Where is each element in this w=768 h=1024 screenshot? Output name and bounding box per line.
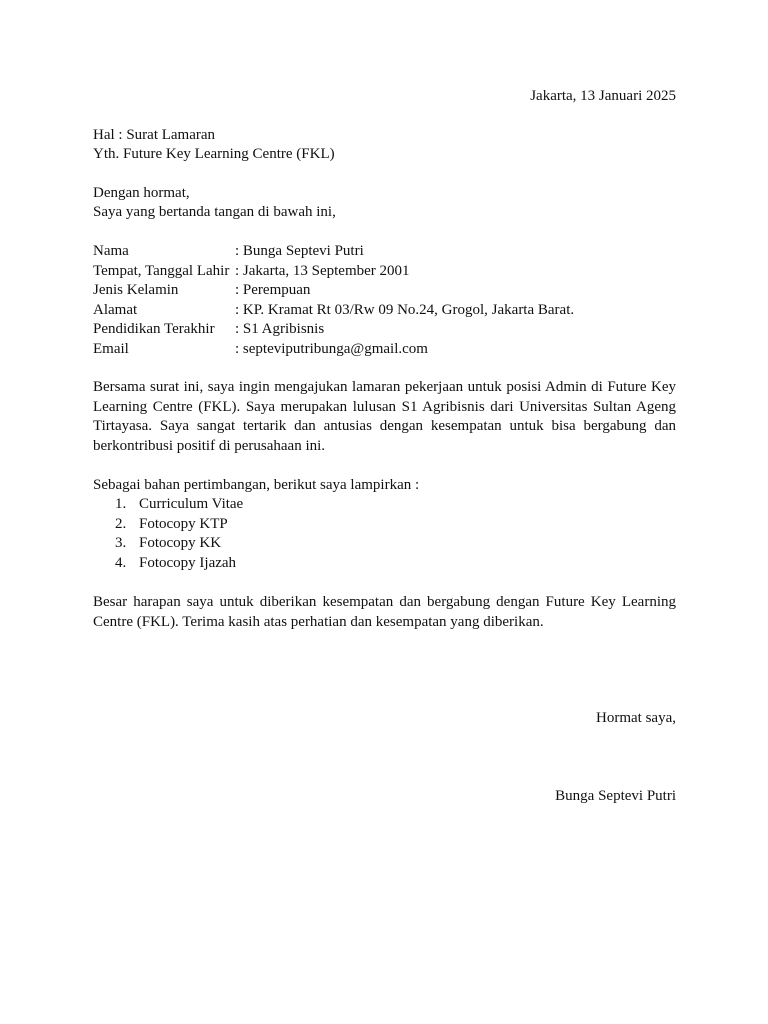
field-value-jenis-kelamin: : Perempuan bbox=[235, 282, 311, 298]
field-label-jenis-kelamin: Jenis Kelamin bbox=[93, 282, 179, 298]
list-item: Fotocopy KTP bbox=[139, 516, 228, 532]
field-value-email: : septeviputribunga@gmail.com bbox=[235, 341, 428, 357]
attachments-intro: Sebagai bahan pertimbangan, berikut saya lampirkan : bbox=[93, 477, 420, 493]
list-item-number: 4. bbox=[115, 555, 127, 571]
list-item-number: 2. bbox=[115, 516, 127, 532]
recipient-line: Yth. Future Key Learning Centre (FKL) bbox=[93, 146, 335, 162]
sign-off: Hormat saya, bbox=[596, 710, 676, 726]
field-label-nama: Nama bbox=[93, 243, 129, 259]
intro-line: Saya yang bertanda tangan di bawah ini, bbox=[93, 204, 336, 220]
field-label-pendidikan: Pendidikan Terakhir bbox=[93, 321, 215, 337]
closing-paragraph: Besar harapan saya untuk diberikan kesempatan dan bergabung dengan Future Key Learning Centre (FKL). Terima kasih atas perhatian dan kesempatan yang diberikan. bbox=[93, 594, 676, 630]
letter-page bbox=[93, 0, 676, 1024]
field-label-email: Email bbox=[93, 341, 129, 357]
place-date: Jakarta, 13 Januari 2025 bbox=[530, 88, 676, 104]
greeting: Dengan hormat, bbox=[93, 185, 190, 201]
list-item-number: 3. bbox=[115, 535, 127, 551]
field-value-ttl: : Jakarta, 13 September 2001 bbox=[235, 263, 410, 279]
field-value-pendidikan: : S1 Agribisnis bbox=[235, 321, 325, 337]
body-paragraph: Bersama surat ini, saya ingin mengajukan lamaran pekerjaan untuk posisi Admin di Future Key Learning Centre (FKL). Saya merupakan lulusan S1 Agribisnis dari Universitas Sultan Ageng Tirtayasa. Saya sangat tertarik dan antusias dengan kesempatan untuk bisa bergabung dan berkontribusi positif di perusahaan ini. bbox=[93, 379, 676, 454]
field-label-alamat: Alamat bbox=[93, 302, 138, 318]
signer-name: Bunga Septevi Putri bbox=[555, 788, 676, 804]
field-value-alamat: : KP. Kramat Rt 03/Rw 09 No.24, Grogol, Jakarta Barat. bbox=[235, 302, 575, 318]
field-value-nama: : Bunga Septevi Putri bbox=[235, 243, 364, 259]
list-item: Curriculum Vitae bbox=[139, 496, 244, 512]
list-item: Fotocopy Ijazah bbox=[139, 555, 237, 571]
field-label-ttl: Tempat, Tanggal Lahir bbox=[93, 263, 230, 279]
subject-line: Hal : Surat Lamaran bbox=[93, 127, 216, 143]
list-item-number: 1. bbox=[115, 496, 127, 512]
list-item: Fotocopy KK bbox=[139, 535, 222, 551]
